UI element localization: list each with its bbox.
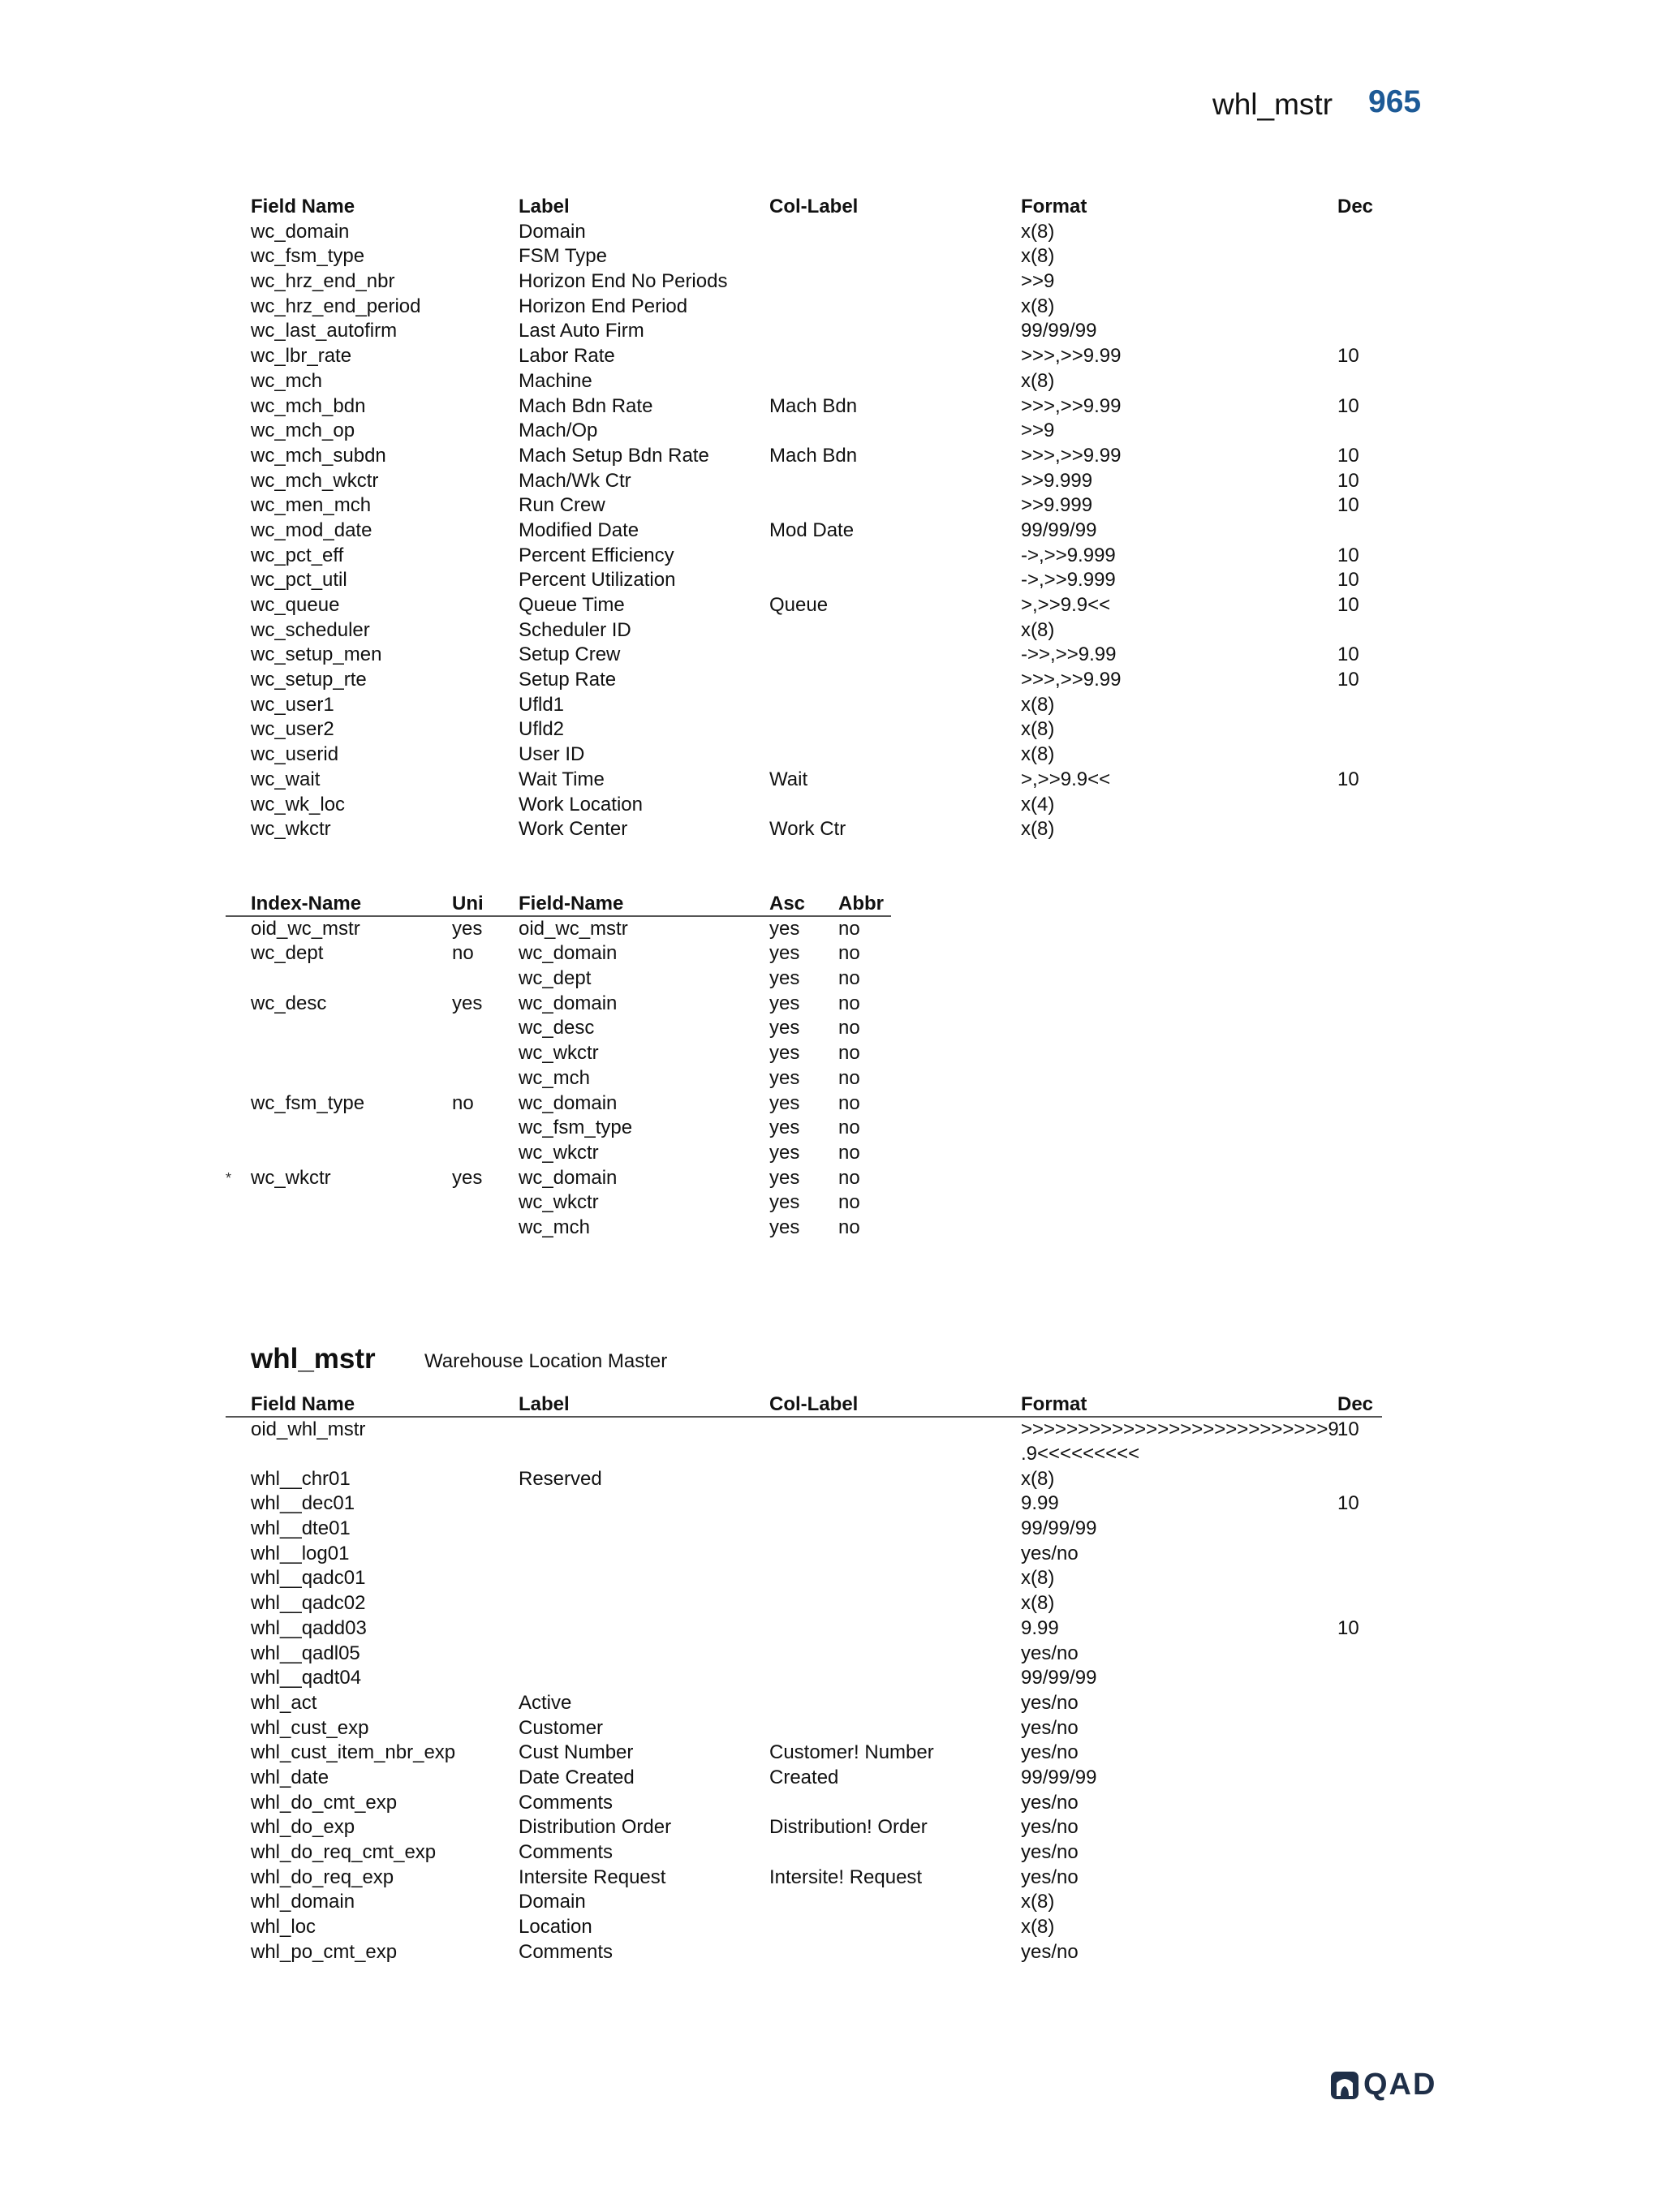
table-header-row — [226, 1392, 1382, 1418]
table-cell: x(8) — [1021, 220, 1055, 243]
table-row — [226, 493, 1382, 519]
table-cell: Intersite Request — [519, 1866, 666, 1888]
table-cell: Reserved — [519, 1467, 602, 1490]
table-cell: Created — [769, 1766, 839, 1788]
table-cell: >>9.999 — [1021, 469, 1093, 492]
table-cell: Percent Efficiency — [519, 544, 674, 566]
table-cell: whl__dec01 — [251, 1492, 355, 1515]
table-cell: yes — [769, 917, 800, 940]
table-cell: no — [838, 1117, 860, 1139]
column-header: Field Name — [251, 1393, 355, 1415]
table-cell: oid_whl_mstr — [251, 1418, 366, 1440]
table-cell: wc_userid — [251, 743, 339, 766]
column-header: Abbr — [838, 893, 884, 914]
table-row — [226, 817, 1382, 842]
table-cell: Queue Time — [519, 594, 625, 616]
column-header: Col-Label — [769, 1393, 859, 1415]
table-cell: whl__qadc02 — [251, 1592, 366, 1615]
table-row — [226, 344, 1382, 369]
table-cell: x(4) — [1021, 793, 1055, 816]
table-cell: wc_setup_rte — [251, 669, 367, 691]
column-header: Index-Name — [251, 893, 362, 914]
table-row — [226, 1815, 1382, 1840]
table-cell: Machine — [519, 369, 592, 392]
table-cell: Mach/Op — [519, 420, 598, 442]
table-cell: yes/no — [1021, 1791, 1079, 1814]
table-cell: yes/no — [1021, 1716, 1079, 1739]
table-header-row — [226, 195, 1382, 220]
table-cell: wc_hrz_end_nbr — [251, 270, 395, 293]
table-cell: 10 — [1337, 444, 1359, 467]
table-cell: no — [838, 917, 860, 940]
table-row — [226, 444, 1382, 469]
column-header: Field Name — [251, 196, 355, 217]
column-header: Asc — [769, 893, 806, 914]
table-cell: wc_desc — [519, 1017, 595, 1039]
table-cell: oid_wc_mstr — [251, 917, 360, 940]
table-cell: >>>,>>9.99 — [1021, 345, 1122, 368]
table-row — [226, 1418, 1382, 1467]
table-cell: Mod Date — [769, 519, 855, 541]
table-cell: Horizon End Period — [519, 295, 688, 317]
table-cell: yes — [452, 917, 483, 940]
section-title: whl_mstr — [251, 1343, 376, 1375]
table-cell: Work Location — [519, 793, 643, 816]
table-cell: 99/99/99 — [1021, 1766, 1097, 1788]
table-cell: Work Ctr — [769, 818, 846, 841]
table-row — [226, 768, 1382, 793]
index-row — [226, 1041, 891, 1066]
table-cell: Ufld2 — [519, 718, 565, 741]
table-cell: wc_queue — [251, 594, 340, 616]
table-cell: no — [452, 942, 474, 965]
table-row — [226, 1940, 1382, 1965]
table-row — [226, 220, 1382, 245]
table-cell: Mach Bdn Rate — [519, 394, 653, 417]
table-cell: x(8) — [1021, 245, 1055, 268]
table-cell: 10 — [1337, 494, 1359, 517]
table-cell: whl__chr01 — [251, 1467, 351, 1490]
qad-logo-icon — [1331, 2072, 1358, 2099]
index-row — [226, 1141, 891, 1166]
table-cell: whl_do_cmt_exp — [251, 1791, 398, 1814]
whl-field-table — [226, 1392, 1382, 1965]
table-row — [226, 643, 1382, 668]
table-cell: whl_act — [251, 1691, 317, 1714]
table-cell: x(8) — [1021, 1916, 1055, 1939]
table-cell: yes — [769, 1117, 800, 1139]
table-cell: yes/no — [1021, 1841, 1079, 1863]
table-cell: Mach Bdn — [769, 394, 858, 417]
table-cell: wc_user1 — [251, 693, 334, 716]
table-cell: whl_domain — [251, 1891, 355, 1913]
table-cell: ->,>>9.999 — [1021, 569, 1116, 592]
table-cell: wc_wkctr — [519, 1042, 599, 1065]
table-cell: 9.99 — [1021, 1616, 1059, 1639]
table-cell: wc_pct_eff — [251, 544, 344, 566]
table-cell: 10 — [1337, 394, 1359, 417]
table-cell: no — [838, 1191, 860, 1214]
table-cell: x(8) — [1021, 743, 1055, 766]
table-row — [226, 469, 1382, 494]
table-cell: wc_pct_util — [251, 569, 347, 592]
table-cell: Queue — [769, 594, 829, 616]
table-row — [226, 793, 1382, 818]
table-row — [226, 717, 1382, 742]
table-row — [226, 668, 1382, 693]
table-cell: yes — [769, 1216, 800, 1238]
table-cell: wc_mch — [251, 369, 323, 392]
table-cell: wc_fsm_type — [251, 245, 365, 268]
column-header: Label — [519, 196, 570, 217]
table-cell: 10 — [1337, 569, 1359, 592]
table-row — [226, 1616, 1382, 1642]
table-cell: 10 — [1337, 768, 1359, 790]
column-header: Dec — [1337, 1393, 1374, 1415]
table-row — [226, 1890, 1382, 1915]
table-cell: Comments — [519, 1791, 614, 1814]
table-cell: yes — [769, 1091, 800, 1114]
index-row — [226, 917, 891, 942]
table-row — [226, 1791, 1382, 1816]
table-cell: wc_fsm_type — [251, 1091, 365, 1114]
table-cell: 99/99/99 — [1021, 519, 1097, 541]
table-cell: 9.99 — [1021, 1492, 1059, 1515]
table-cell: 10 — [1337, 469, 1359, 492]
table-row — [226, 1741, 1382, 1766]
table-row — [226, 394, 1382, 420]
index-row — [226, 1016, 891, 1041]
table-cell: x(8) — [1021, 718, 1055, 741]
table-cell: yes — [769, 1191, 800, 1214]
table-cell: wc_domain — [251, 220, 350, 243]
table-cell: whl__qadd03 — [251, 1616, 367, 1639]
table-cell: wc_mch_wkctr — [251, 469, 379, 492]
table-cell: Location — [519, 1916, 592, 1939]
table-cell: yes — [769, 967, 800, 990]
table-cell: 10 — [1337, 345, 1359, 368]
table-cell: wc_dept — [251, 942, 324, 965]
table-cell: 99/99/99 — [1021, 1517, 1097, 1540]
table-cell: Cust Number — [519, 1741, 634, 1764]
qad-logo-text: QAD — [1363, 2068, 1437, 2102]
table-cell: Wait — [769, 768, 808, 790]
table-cell: >>9.999 — [1021, 494, 1093, 517]
table-cell: 10 — [1337, 1492, 1359, 1515]
table-cell: wc_wait — [251, 768, 321, 790]
table-cell: yes/no — [1021, 1816, 1079, 1839]
index-row — [226, 1066, 891, 1091]
table-cell: Labor Rate — [519, 345, 615, 368]
table-cell: Customer — [519, 1716, 604, 1739]
table-cell: Horizon End No Periods — [519, 270, 728, 293]
index-row — [226, 966, 891, 992]
table-cell: yes/no — [1021, 1866, 1079, 1888]
table-cell: Percent Utilization — [519, 569, 676, 592]
table-cell: x(8) — [1021, 1592, 1055, 1615]
table-cell: wc_mch — [519, 1066, 591, 1089]
table-cell: >>>,>>9.99 — [1021, 394, 1122, 417]
table-cell: Mach Bdn — [769, 444, 858, 467]
table-cell: x(8) — [1021, 618, 1055, 641]
table-cell: 10 — [1337, 669, 1359, 691]
table-cell: >,>>9.9<< — [1021, 594, 1111, 616]
table-cell: wc_wkctr — [519, 1141, 599, 1164]
table-cell: wc_desc — [251, 992, 327, 1014]
table-cell: wc_mch_bdn — [251, 394, 366, 417]
table-cell: 99/99/99 — [1021, 1667, 1097, 1689]
table-cell: whl_do_req_cmt_exp — [251, 1841, 437, 1863]
table-cell: whl__qadc01 — [251, 1567, 366, 1590]
table-cell: wc_mch_subdn — [251, 444, 386, 467]
table-cell: yes/no — [1021, 1940, 1079, 1963]
table-cell: Scheduler ID — [519, 618, 631, 641]
table-cell: wc_dept — [519, 967, 592, 990]
index-row — [226, 1116, 891, 1141]
table-cell: Active — [519, 1691, 572, 1714]
table-cell: whl_cust_item_nbr_exp — [251, 1741, 456, 1764]
table-cell: yes — [769, 992, 800, 1014]
table-cell: Comments — [519, 1841, 614, 1863]
table-cell: wc_wkctr — [251, 818, 331, 841]
index-row — [226, 1091, 891, 1117]
table-cell: x(8) — [1021, 818, 1055, 841]
column-header: Field-Name — [519, 893, 624, 914]
page-header-table-name: whl_mstr — [1212, 88, 1333, 121]
table-cell: yes/no — [1021, 1542, 1079, 1564]
table-cell: yes — [769, 1066, 800, 1089]
table-cell: x(8) — [1021, 1567, 1055, 1590]
table-row — [226, 618, 1382, 643]
table-row — [226, 419, 1382, 444]
table-cell: wc_setup_men — [251, 643, 382, 666]
table-cell: no — [838, 1091, 860, 1114]
table-cell: no — [838, 1141, 860, 1164]
table-cell: wc_fsm_type — [519, 1117, 633, 1139]
table-cell: Last Auto Firm — [519, 320, 644, 342]
table-cell: wc_men_mch — [251, 494, 372, 517]
table-cell: >>>,>>9.99 — [1021, 444, 1122, 467]
table-row — [226, 1766, 1382, 1791]
table-cell: whl__qadt04 — [251, 1667, 362, 1689]
table-row — [226, 1716, 1382, 1741]
table-cell: yes — [769, 1017, 800, 1039]
table-cell: no — [838, 1166, 860, 1189]
table-row — [226, 568, 1382, 593]
table-cell: whl_do_req_exp — [251, 1866, 394, 1888]
table-cell: yes — [769, 1166, 800, 1189]
table-cell-wrap: .9<<<<<<<<< — [1021, 1443, 1140, 1465]
table-cell: wc_domain — [519, 992, 618, 1014]
table-cell: >>9 — [1021, 420, 1055, 442]
table-row — [226, 1517, 1382, 1542]
table-cell: wc_wk_loc — [251, 793, 346, 816]
section-description: Warehouse Location Master — [424, 1350, 668, 1372]
table-cell: ->>,>>9.99 — [1021, 643, 1117, 666]
table-cell: whl_date — [251, 1766, 329, 1788]
table-cell: whl__dte01 — [251, 1517, 351, 1540]
table-cell: yes/no — [1021, 1642, 1079, 1664]
table-cell: wc_scheduler — [251, 618, 370, 641]
table-cell: 10 — [1337, 643, 1359, 666]
table-row — [226, 295, 1382, 320]
table-row — [226, 1666, 1382, 1691]
table-row — [226, 544, 1382, 569]
table-row — [226, 742, 1382, 768]
table-row — [226, 1915, 1382, 1940]
table-cell: >,>>9.9<< — [1021, 768, 1111, 790]
table-cell: x(8) — [1021, 369, 1055, 392]
index-row — [226, 992, 891, 1017]
index-row — [226, 941, 891, 966]
table-cell: wc_domain — [519, 1091, 618, 1114]
table-cell: Date Created — [519, 1766, 635, 1788]
table-cell: oid_wc_mstr — [519, 917, 628, 940]
table-row — [226, 1591, 1382, 1616]
table-cell: whl_po_cmt_exp — [251, 1940, 398, 1963]
table-cell: FSM Type — [519, 245, 607, 268]
table-cell: yes — [452, 1166, 483, 1189]
table-cell: ->,>>9.999 — [1021, 544, 1116, 566]
table-row — [226, 1467, 1382, 1492]
table-cell: wc_lbr_rate — [251, 345, 352, 368]
index-row — [226, 1216, 891, 1241]
table-cell: no — [838, 967, 860, 990]
table-cell: wc_wkctr — [251, 1166, 331, 1189]
table-cell: whl_loc — [251, 1916, 316, 1939]
table-cell: 10 — [1337, 1616, 1359, 1639]
column-header: Col-Label — [769, 196, 859, 217]
table-cell: >>9 — [1021, 270, 1055, 293]
primary-index-marker: * — [226, 1169, 232, 1186]
table-cell: Comments — [519, 1940, 614, 1963]
table-cell: no — [838, 942, 860, 965]
index-header-row — [226, 892, 891, 917]
table-cell: Modified Date — [519, 519, 639, 541]
table-cell: 10 — [1337, 544, 1359, 566]
table-cell: 99/99/99 — [1021, 320, 1097, 342]
table-row — [226, 693, 1382, 718]
table-cell: Domain — [519, 220, 586, 243]
table-cell: whl__log01 — [251, 1542, 350, 1564]
table-cell: no — [838, 992, 860, 1014]
table-cell: x(8) — [1021, 1467, 1055, 1490]
table-cell: wc_mod_date — [251, 519, 372, 541]
table-cell: Distribution Order — [519, 1816, 672, 1839]
table-cell: Intersite! Request — [769, 1866, 923, 1888]
table-cell: Setup Rate — [519, 669, 617, 691]
index-row — [226, 1166, 891, 1191]
table-cell: Run Crew — [519, 494, 605, 517]
table-cell: yes — [769, 1042, 800, 1065]
wc-field-table — [226, 195, 1382, 842]
table-cell: 10 — [1337, 1418, 1359, 1440]
table-row — [226, 319, 1382, 344]
table-cell: User ID — [519, 743, 585, 766]
table-cell: whl_do_exp — [251, 1816, 355, 1839]
wc-index-table — [226, 892, 891, 1241]
table-cell: wc_user2 — [251, 718, 334, 741]
table-cell: Distribution! Order — [769, 1816, 928, 1839]
table-cell: whl__qadl05 — [251, 1642, 360, 1664]
column-header: Format — [1021, 196, 1087, 217]
qad-logo — [1331, 2068, 1436, 2102]
column-header: Label — [519, 1393, 570, 1415]
table-row — [226, 1491, 1382, 1517]
table-cell: wc_hrz_end_period — [251, 295, 421, 317]
table-row — [226, 369, 1382, 394]
table-cell: Customer! Number — [769, 1741, 934, 1764]
table-cell: wc_wkctr — [519, 1191, 599, 1214]
table-cell: no — [452, 1091, 474, 1114]
page-number: 965 — [1368, 84, 1422, 119]
table-row — [226, 519, 1382, 544]
table-cell: Setup Crew — [519, 643, 621, 666]
table-cell: yes — [769, 942, 800, 965]
table-row — [226, 1840, 1382, 1866]
table-row — [226, 1866, 1382, 1891]
table-row — [226, 1542, 1382, 1567]
table-cell: yes/no — [1021, 1691, 1079, 1714]
table-cell: wc_mch_op — [251, 420, 355, 442]
table-row — [226, 269, 1382, 295]
table-cell: Ufld1 — [519, 693, 565, 716]
table-cell: no — [838, 1066, 860, 1089]
index-row — [226, 1190, 891, 1216]
table-cell: x(8) — [1021, 295, 1055, 317]
table-cell: wc_last_autofirm — [251, 320, 398, 342]
table-cell: Wait Time — [519, 768, 605, 790]
table-row — [226, 593, 1382, 618]
table-cell: yes — [769, 1141, 800, 1164]
table-cell: Mach/Wk Ctr — [519, 469, 631, 492]
column-header: Dec — [1337, 196, 1374, 217]
table-cell: wc_domain — [519, 942, 618, 965]
table-cell: yes/no — [1021, 1741, 1079, 1764]
table-cell: Domain — [519, 1891, 586, 1913]
column-header: Format — [1021, 1393, 1087, 1415]
table-cell: no — [838, 1042, 860, 1065]
table-cell: x(8) — [1021, 693, 1055, 716]
table-row — [226, 244, 1382, 269]
column-header: Uni — [452, 893, 484, 914]
table-row — [226, 1691, 1382, 1716]
table-cell: >>>,>>9.99 — [1021, 669, 1122, 691]
table-cell: wc_mch — [519, 1216, 591, 1238]
table-cell: yes — [452, 992, 483, 1014]
table-cell: Work Center — [519, 818, 628, 841]
table-cell: whl_cust_exp — [251, 1716, 369, 1739]
table-cell: Mach Setup Bdn Rate — [519, 444, 709, 467]
table-cell: no — [838, 1017, 860, 1039]
table-cell: wc_domain — [519, 1166, 618, 1189]
table-cell: >>>>>>>>>>>>>>>>>>>>>>>>>>>9 — [1021, 1418, 1339, 1440]
table-row — [226, 1642, 1382, 1667]
table-cell: x(8) — [1021, 1891, 1055, 1913]
table-cell: no — [838, 1216, 860, 1238]
table-row — [226, 1566, 1382, 1591]
table-cell: 10 — [1337, 594, 1359, 616]
